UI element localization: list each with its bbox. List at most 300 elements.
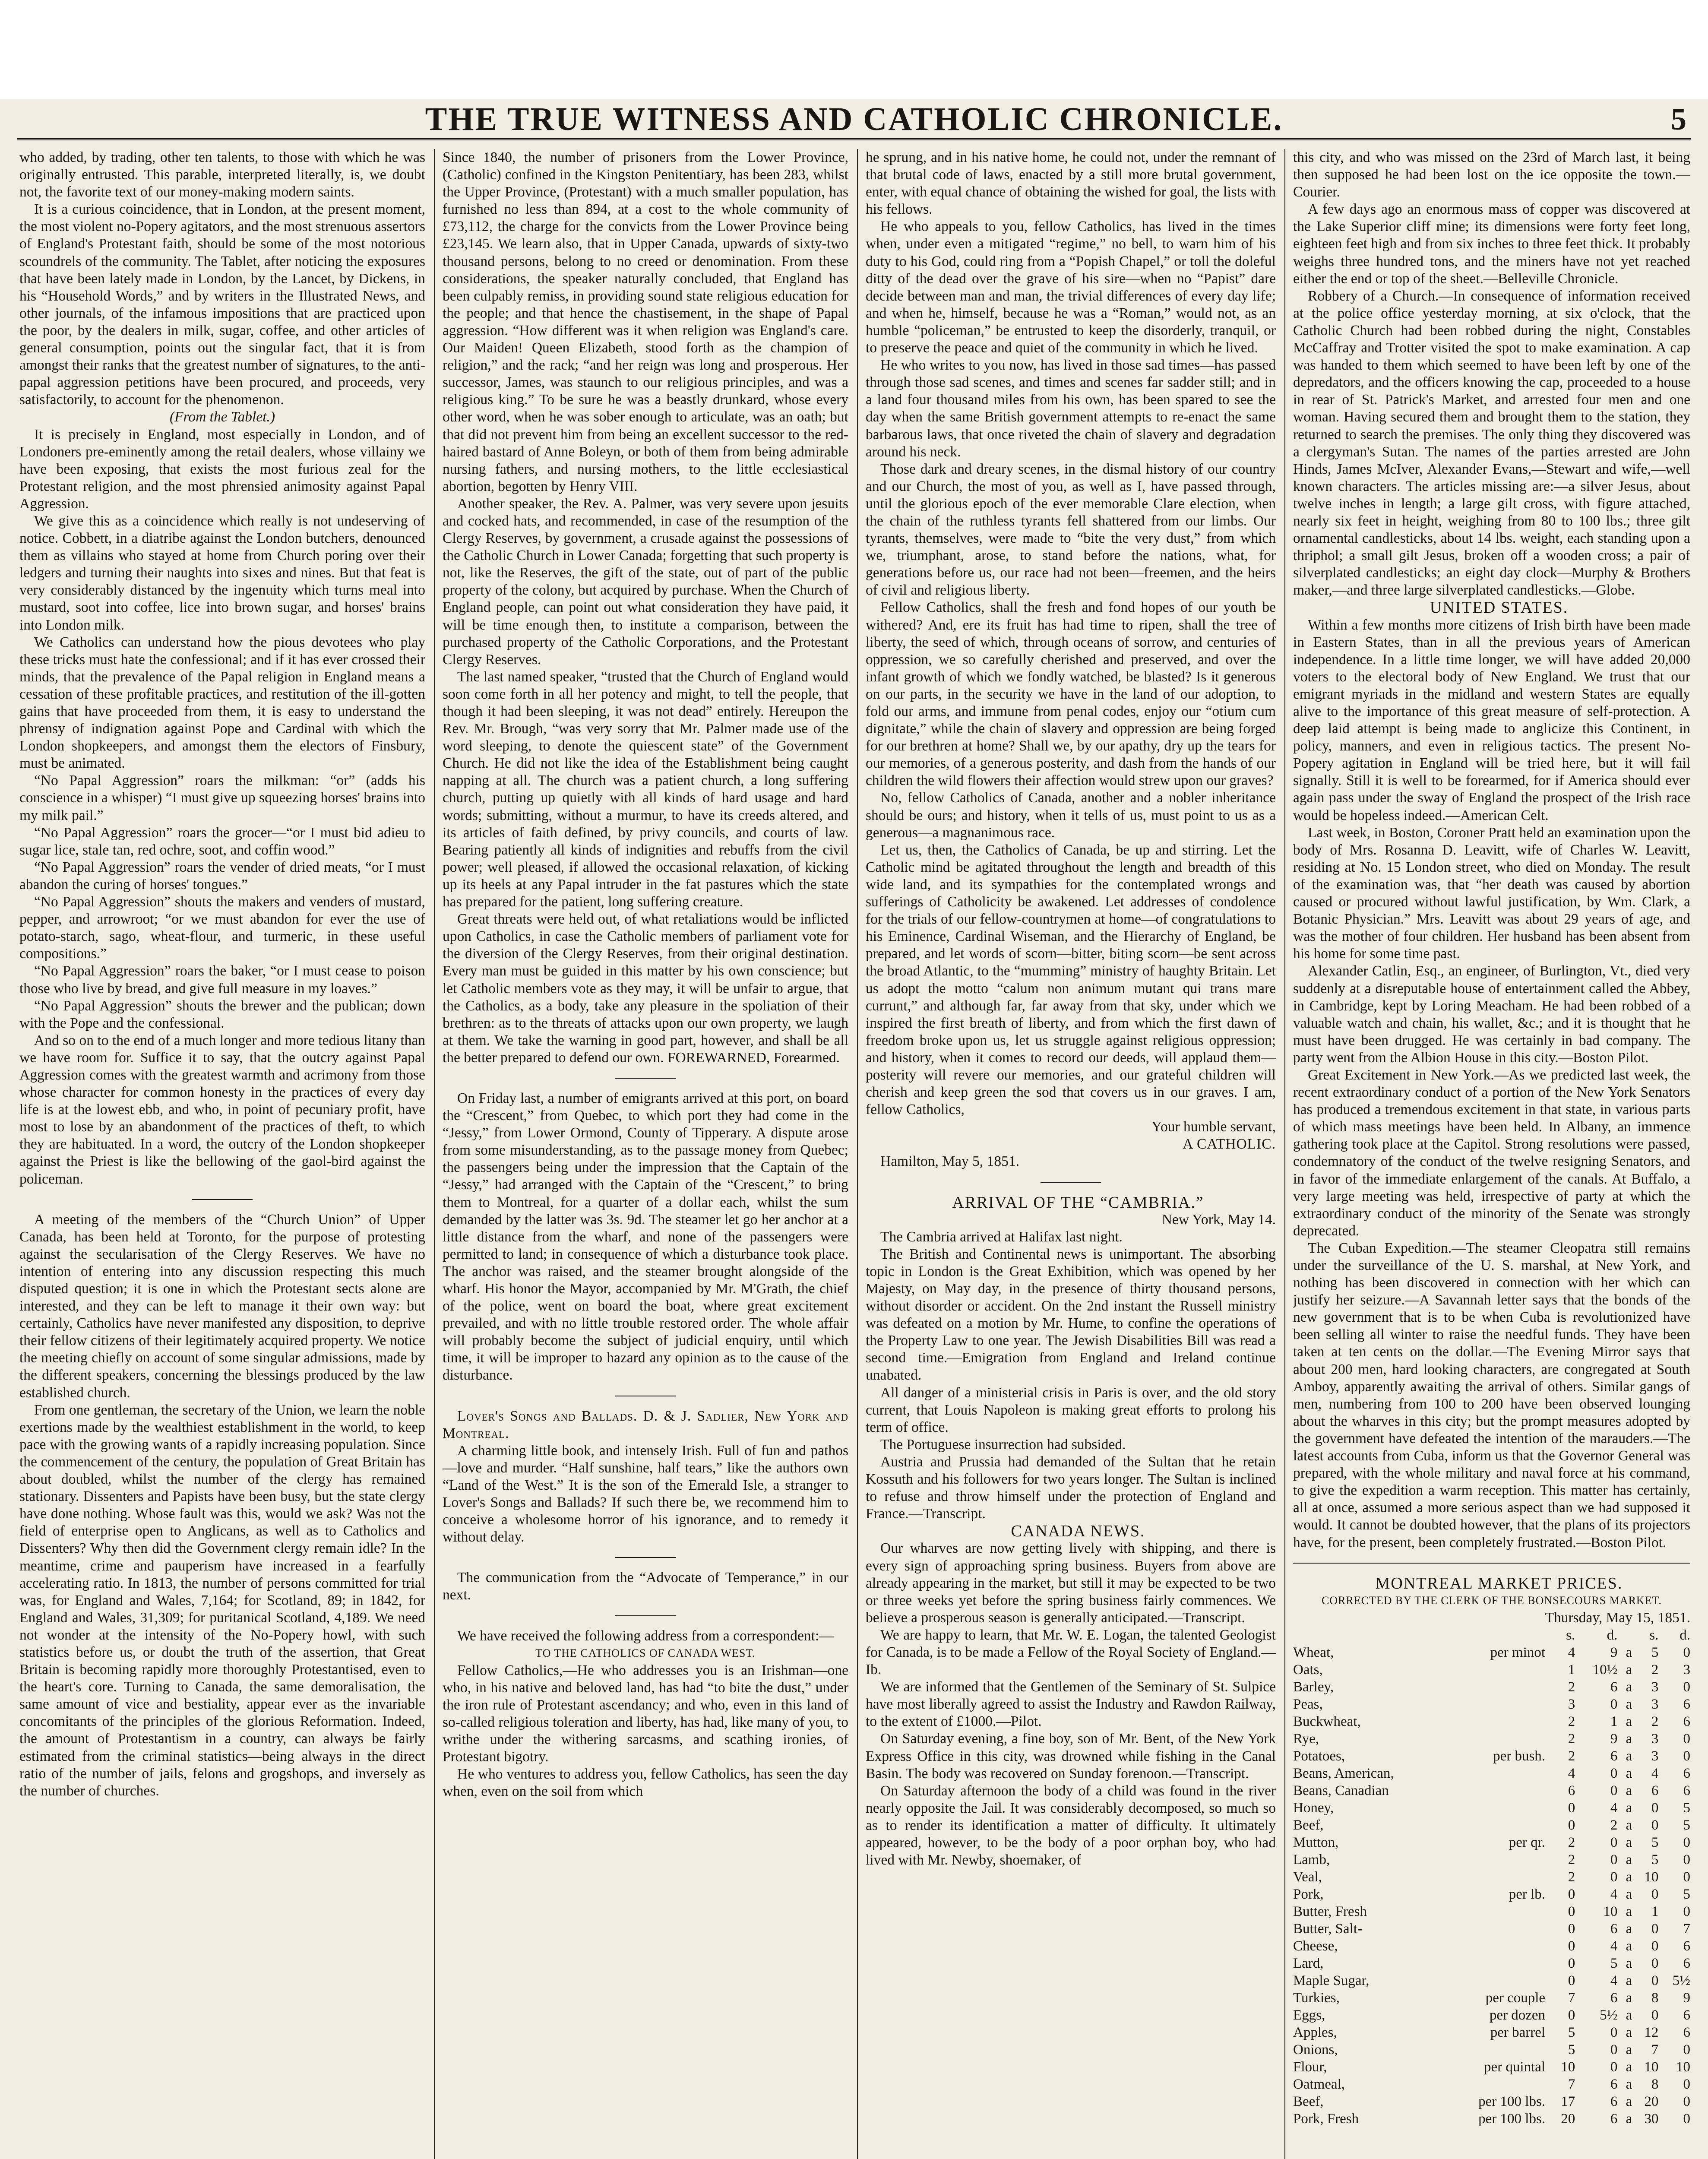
price-high-shillings: 0 — [1651, 1972, 1659, 1988]
price-high-pence: 6 — [1683, 2007, 1690, 2023]
item-cell: Turkies, — [1293, 1990, 1340, 2006]
article-paragraph: “No Papal Aggression” shouts the brewer and the publican; down with the Pope and the confessional. — [19, 997, 425, 1031]
price-high-shillings: 0 — [1651, 1955, 1659, 1971]
price-high-pence: 6 — [1683, 1782, 1690, 1798]
price-high-shillings: 6 — [1651, 1782, 1659, 1798]
price-low-shillings: 0 — [1568, 1800, 1575, 1816]
price-low-shillings: 2 — [1568, 1713, 1575, 1729]
table-row — [1293, 1937, 1690, 1955]
article-paragraph: A meeting of the members of the “Church Union” of Upper Canada, has been held at Toronto, for the purpose of protesting against the secularisation of the Clergy Reserves. We have no intention of entering into any discussion respecting this much disputed question; it is one in which the Protestant sects alone are interested, and they can be left to manage it their own way: but certainly, Catholics have never manifested any disposition, to deprive their fellow citizens of their legitimately acquired property. We notice the meeting chiefly on account of some singular admissions, made by the different speakers, concerning the blessings produced by the law established church. — [19, 1211, 425, 1401]
price-low-pence: 2 — [1610, 1817, 1618, 1833]
price-separator: a — [1626, 1869, 1632, 1885]
price-high-pence: 3 — [1683, 1662, 1690, 1678]
price-low-shillings: 0 — [1568, 1955, 1575, 1971]
item-cell: Oatmeal, — [1293, 2076, 1345, 2092]
price-low-pence: 0 — [1610, 1869, 1618, 1885]
item-cell: Veal, — [1293, 1869, 1322, 1885]
price-high-shillings: 3 — [1651, 1679, 1659, 1695]
price-low-pence: 0 — [1610, 1696, 1618, 1712]
table-row — [1293, 1661, 1690, 1678]
table-row — [1293, 2093, 1690, 2110]
unit-cell — [1444, 1955, 1549, 1972]
article-paragraph: On Saturday evening, a fine boy, son of Mr. Bent, of the New York Express Office in this city, was drowned while fishing in the Canal Basin. The body was recovered on Sunday forenoon.—Transcript. — [866, 1731, 1276, 1782]
unit-cell — [1444, 1817, 1549, 1834]
article-paragraph: Those dark and dreary scenes, in the dismal history of our country and our Church, the most of you, as well as I, have passed through, until the glorious epoch of the ever memorable Clare election, when the chain of the ruthless tyrants fell shattered from our limbs. Our tyrants, themselves, were made to “bite the very dust,” from which we, triumphant, arose, to stand before the nations, what, for generations before us, our race had not been—freemen, and the heirs of civil and religious liberty. — [866, 461, 1276, 598]
price-separator: a — [1626, 1972, 1632, 1988]
price-low-pence: 0 — [1610, 1782, 1618, 1798]
price-high-pence: 6 — [1683, 1696, 1690, 1712]
table-row — [1293, 1868, 1690, 1886]
unit-cell — [1444, 2041, 1549, 2058]
table-row — [1293, 1834, 1690, 1851]
column-rule — [434, 149, 435, 2159]
column-header: s. — [1649, 1627, 1659, 1643]
price-separator: a — [1626, 2007, 1632, 2023]
price-low-shillings: 20 — [1561, 2111, 1575, 2127]
article-paragraph: who added, by trading, other ten talents, to those with which he was originally entrusted. This parable, interpreted literally, is, we doubt not, the favorite text of our money-making modern saints. — [19, 149, 425, 200]
price-low-shillings: 2 — [1568, 1731, 1575, 1747]
item-cell: Maple Sugar, — [1293, 1972, 1370, 1988]
unit-cell: per dozen — [1489, 2007, 1546, 2023]
price-high-shillings: 1 — [1651, 1903, 1659, 1919]
article-paragraph: It is precisely in England, most especially in London, and of Londoners pre-eminently among the retail dealers, whose villainy we have been exposing, that exists the most furious zeal for the Protestant religion, and the most phrensied animosity against Papal Aggression. — [19, 426, 425, 512]
unit-cell — [1444, 1696, 1549, 1713]
item-cell: Cheese, — [1293, 1938, 1338, 1954]
market-date: Thursday, May 15, 1851. — [1545, 1609, 1690, 1626]
price-low-shillings: 6 — [1568, 1782, 1575, 1798]
price-separator: a — [1626, 1679, 1632, 1695]
table-row — [1293, 1799, 1690, 1817]
price-high-pence: 6 — [1683, 2024, 1690, 2040]
article-paragraph: Let us, then, the Catholics of Canada, be up and stirring. Let the Catholic mind be agitated throughout the length and breadth of this wide land, and its sympathies for the contemplated wrongs and sufferings of Catholicity be awakened. Let addresses of condolence for the trials of our fellow-countrymen at home—of congratulations to his Eminence, Cardinal Wiseman, and the Hierarchy of England, be prepared, and let words of scorn—bitter, biting scorn—be sent across the broad Atlantic, to the “mumming” ministry of haughty Britain. Let us adopt the motto “calum non animum mutant qui trans mare currunt,” and although far, far away from that sky, under which we inspired the first breath of liberty, and from which the first dawn of freedom broke upon us, let us struggle against religious oppression; and history, when it comes to record our deeds, will applaud them—posterity will revere our memories, and our grateful children will cherish and keep green the sod that covers us in our graves. I am, fellow Catholics, — [866, 842, 1276, 1118]
price-low-pence: 10 — [1603, 1903, 1618, 1919]
article-paragraph: “No Papal Aggression” roars the baker, “or I must cease to poison those who live by bread, and give full measure in my loaves.” — [19, 963, 425, 997]
article-paragraph: “No Papal Aggression” roars the grocer—“or I must bid adieu to sugar lice, stale tan, red ochre, soot, and coffin wood.” — [19, 824, 425, 858]
table-row — [1293, 1851, 1690, 1868]
price-separator: a — [1626, 1990, 1632, 2006]
news-dateline: New York, May 14. — [1161, 1211, 1276, 1228]
price-low-shillings: 0 — [1568, 1886, 1575, 1902]
price-high-pence: 0 — [1683, 1834, 1690, 1850]
price-high-pence: 6 — [1683, 1765, 1690, 1781]
unit-cell — [1444, 1765, 1549, 1782]
masthead — [17, 102, 1691, 140]
item-cell: Apples, — [1293, 2024, 1337, 2040]
price-high-pence: 0 — [1683, 2111, 1690, 2127]
table-row — [1293, 1817, 1690, 1834]
price-low-shillings: 2 — [1568, 1748, 1575, 1764]
item-cell: Beans, Canadian — [1293, 1782, 1389, 1798]
price-low-shillings: 0 — [1568, 1972, 1575, 1988]
article-paragraph: Robbery of a Church.—In consequence of information received at the police office yesterday morning, at six o'clock, that the Catholic Church had been robbed during the night, Constables McCaffray and Trotter visited the spot to make examination. A cap was handed to them which seemed to have been left by one of the depredators, and the officers knowing the cap, proceeded to a house in rear of St. Patrick's Market, and arrested four men and one woman. Having secured them and brought them to the station, they returned to search the premises. The only thing they discovered was a clergyman's Sutan. The names of the parties arrested are John Hinds, James McIver, Alexander Evans,—Stewart and wife,—well known characters. The articles missing are:—a silver Jesus, about twelve inches in length; a large gilt cross, with figure attached, nearly six feet in height, weighing from 80 to 100 lbs.; three gilt ornamental candlesticks, about 14 lbs. weight, each standing upon a thriphol; a small gilt Jesus, broken off a wooden cross; a pair of silverplated candlesticks; an eight day clock—Murphy & Brothers maker,—and three large silverplated candlesticks.—Globe. — [1293, 288, 1690, 598]
unit-cell — [1444, 2076, 1549, 2093]
price-high-pence: 0 — [1683, 1748, 1690, 1764]
letter-signature: A CATHOLIC. — [1183, 1136, 1276, 1152]
article-paragraph: Alexander Catlin, Esq., an engineer, of Burlington, Vt., died very suddenly at a disreputable house of entertainment called the Abbey, in Cambridge, kept by Loring Meacham. He had been robbed of a valuable watch and chain, his wallet, &c.; and it is thought that he must have been drugged. He was certainly in bad company. The party went from the Albion House in this city.—Boston Pilot. — [1293, 963, 1690, 1066]
price-separator: a — [1626, 1955, 1632, 1971]
price-high-shillings: 0 — [1651, 1921, 1659, 1937]
article-paragraph: We have received the following address from a correspondent:— — [457, 1627, 834, 1644]
price-separator: a — [1626, 1782, 1632, 1798]
article-paragraph: “No Papal Aggression” roars the vender of dried meats, “or I must abandon the curing of horses' tongues.” — [19, 859, 425, 893]
item-cell: Flour, — [1293, 2059, 1327, 2075]
article-paragraph: A charming little book, and intensely Irish. Full of fun and pathos—love and murder. “Half sunshine, half tears,” like the authors own “Land of the West.” It is the son of the Emerald Isle, a stranger to Lover's Songs and Ballads? If such there be, we recommend him to conceive a wholesome horror of his ignorance, and to remedy it without delay. — [443, 1442, 848, 1545]
price-high-shillings: 10 — [1644, 2059, 1659, 2075]
item-cell: Mutton, — [1293, 1834, 1339, 1850]
book-notice-heading: Lover's Songs and Ballads. D. & J. Sadlier, New York and Montreal. — [443, 1408, 848, 1441]
article-paragraph: From one gentleman, the secretary of the Union, we learn the noble exertions made by the wealthiest establishment in the world, to keep pace with the growing wants of a rapidly increasing population. Since the commencement of the century, the population of Great Britain has about doubled, whilst the number of the clergy has remained stationary. Dissenters and Papists have been busy, but the state clergy have done nothing. Whose fault was this, would we ask? Was not the field of enterprise open to Anglicans, as well as to Catholics and Dissenters? Why then did the Government clergy remain idle? In the meantime, crime and pauperism have increased in a fearfully accelerating ratio. In 1813, the number of persons committed for trial was, for England and Wales, 7,164; for Scotland, 89; in 1842, for England and Wales, 31,309; for puritanical Scotland, 4,189. We need not wonder at the intensity of the No-Popery howl, with such statistics before us, or doubt the truth of the assertion, that Great Britain is becoming rapidly more thoroughly Protestantised, even to the heart's core. Turning to Canada, the same demoralisation, the same amount of vice and bestiality, appear ever as the invariable concomitants of the principles of the glorious Reformation. Indeed, the amount of Protestantism in a country, can always be fairly estimated from the criminal statistics—being always in the direct ratio of the number of jails, felons and grogshops, and inversely as the number of churches. — [19, 1402, 425, 1799]
price-high-pence: 0 — [1683, 2093, 1690, 2109]
price-low-shillings: 10 — [1561, 2059, 1575, 2075]
price-low-shillings: 2 — [1568, 1852, 1575, 1868]
item-cell: Eggs, — [1293, 2007, 1325, 2023]
price-low-pence: 6 — [1610, 2111, 1618, 2127]
article-paragraph: The Cambria arrived at Halifax last night. — [880, 1228, 1123, 1245]
unit-cell: per barrel — [1490, 2024, 1546, 2040]
price-separator: a — [1626, 1644, 1632, 1660]
price-high-pence: 0 — [1683, 1869, 1690, 1885]
table-row — [1293, 1903, 1690, 1920]
price-separator: a — [1626, 2111, 1632, 2127]
price-high-shillings: 30 — [1644, 2111, 1659, 2127]
price-separator: a — [1626, 1731, 1632, 1747]
item-cell: Rye, — [1293, 1731, 1319, 1747]
section-divider — [1293, 1563, 1690, 1564]
price-high-shillings: 2 — [1651, 1713, 1659, 1729]
column-rule — [857, 149, 858, 2159]
article-paragraph: “No Papal Aggression” roars the milkman: “or” (adds his conscience in a whisper) “I must give up squeezing horses' brains into my milk pail.” — [19, 772, 425, 823]
item-cell: Beans, American, — [1293, 1765, 1394, 1781]
table-row — [1293, 2007, 1690, 2024]
price-high-pence: 0 — [1683, 1679, 1690, 1695]
price-low-shillings: 0 — [1568, 1817, 1575, 1833]
price-separator: a — [1626, 1765, 1632, 1781]
price-low-shillings: 0 — [1568, 2007, 1575, 2023]
column-2 — [443, 149, 848, 2159]
letter-closing: Your humble servant, — [1151, 1119, 1276, 1135]
table-row — [1293, 1989, 1690, 2007]
price-low-pence: 1 — [1610, 1713, 1618, 1729]
source-credit: (From the Tablet.) — [169, 409, 275, 425]
item-cell: Potatoes, — [1293, 1748, 1345, 1764]
section-divider — [615, 1078, 676, 1079]
price-high-pence: 5 — [1683, 1800, 1690, 1816]
price-low-shillings: 5 — [1568, 2024, 1575, 2040]
price-separator: a — [1626, 1938, 1632, 1954]
price-high-shillings: 20 — [1644, 2093, 1659, 2109]
unit-cell — [1444, 1730, 1549, 1747]
letter-heading: TO THE CATHOLICS OF CANADA WEST. — [535, 1646, 756, 1659]
article-paragraph: Last week, in Boston, Coroner Pratt held an examination upon the body of Mrs. Rosanna D. Leavitt, wife of Charles W. Leavitt, residing at No. 15 London street, who died on Monday. The result of the examination was, that “her death was caused by abortion caused or procured without lawful justification, by Wm. Clark, a Botanic Physician.” Mrs. Leavitt was about 29 years of age, and was the mother of four children. Her husband has been absent from his home for some time past. — [1293, 824, 1690, 962]
price-separator: a — [1626, 2076, 1632, 2092]
price-high-pence: 0 — [1683, 1731, 1690, 1747]
article-paragraph: Great Excitement in New York.—As we predicted last week, the recent extraordinary conduct of a portion of the New York Senators has produced a tremendous excitement in that state, in various parts of which mass meetings have been held. In Albany, an immence gathering took place at the Capitol. Strong resolutions were passed, condemnatory of the conduct of the twelve resigning Senators, and in favor of the immediate enlargement of the canals. At Buffalo, a very large meeting was held, irrespective of party at which the extraordinary conduct of the minority of the Senate was strongly deprecated. — [1293, 1067, 1690, 1239]
letter-dateline: Hamilton, May 5, 1851. — [880, 1153, 1019, 1170]
market-subtitle: CORRECTED BY THE CLERK OF THE BONSECOURS MARKET. — [1321, 1594, 1662, 1607]
article-paragraph: It is a curious coincidence, that in London, at the present moment, the most violent no-Popery agitators, and the most strenuous assertors of England's Protestant faith, should be some of the most notorious scoundrels of the community. The Tablet, after noticing the exposures that have been lately made in London, by the Lancet, by Dickens, in his “Household Words,” and by writers in the Illustrated News, and other journals, of the infamous impositions that are practiced upon the poor, by the dealers in milk, sugar, coffee, and other articles of general consumption, points out the singular fact, that it is from amongst their ranks that the greatest number of signatures, to the anti-papal aggression petitions have been procured, and proceeds, very satisfactorily, to account for the phenomenon. — [19, 201, 425, 408]
item-cell: Lard, — [1293, 1955, 1324, 1971]
unit-cell — [1444, 1868, 1549, 1886]
article-paragraph: All danger of a ministerial crisis in Paris is over, and the old story current, that Louis Napoleon is making great efforts to prolong his term of office. — [866, 1384, 1276, 1435]
article-paragraph: The Portuguese insurrection had subsided. — [880, 1436, 1126, 1453]
price-high-pence: 0 — [1683, 1644, 1690, 1660]
price-low-shillings: 5 — [1568, 2042, 1575, 2058]
article-paragraph: Great threats were held out, of what retaliations would be inflicted upon Catholics, in case the Catholic members of parliament vote for the diversion of the Clergy Reserves, from their original destination. Every man must be guided in this matter by his own conscience; but let Catholic members vote as they may, it will be unfair to argue, that the Catholics, as a body, take any pleasure in the spoliation of their brethren: as to the threats of attacks upon our own property, we laugh at them. We take the warning in good part, however, and shall be all the better prepared to defend our own. FOREWARNED, Forearmed. — [443, 911, 848, 1066]
column-4 — [1293, 149, 1690, 2159]
article-paragraph: The Cuban Expedition.—The steamer Cleopatra still remains under the surveillance of the U. S. marshal, at New York, and nothing has been discovered in connection with her which can justify her seizure.—A Savannah letter says that the bonds of the new government that is to be when Cuba is revolutionized have been selling all winter to raise the needful funds. They have been taken at ten cents on the dollar.—The Evening Mirror says that about 200 men, hard looking characters, are congregated at South Amboy, apparently awaiting the arrival of others. Similar gangs of men, numbering from 100 to 200 have been observed lounging about the wharves in this city; but the prompt measures adopted by the government have defeated the intention of the marauders.—The latest accounts from Cuba, inform us that the Governor General was prepared, with the whole military and naval force at his command, to give the expedition a warm reception. This matter has certainly, all at once, assumed a more serious aspect than we had supposed it would. It cannot be doubted however, that the plans of its projectors have, for the present, been completely frustrated.—Boston Pilot. — [1293, 1240, 1690, 1551]
price-low-shillings: 1 — [1568, 1662, 1575, 1678]
item-cell: Pork, — [1293, 1886, 1324, 1902]
price-separator: a — [1626, 1921, 1632, 1937]
price-high-pence: 5 — [1683, 1886, 1690, 1902]
table-header-row — [1293, 1627, 1690, 1644]
price-separator: a — [1626, 1886, 1632, 1902]
price-low-shillings: 2 — [1568, 1869, 1575, 1885]
table-row — [1293, 1696, 1690, 1713]
price-high-shillings: 10 — [1644, 1869, 1659, 1885]
price-low-shillings: 2 — [1568, 1834, 1575, 1850]
unit-cell: per lb. — [1509, 1886, 1546, 1902]
section-heading: CANADA NEWS. — [1011, 1522, 1145, 1541]
unit-cell: per qr. — [1509, 1834, 1546, 1850]
market-price-table — [1293, 1627, 1690, 2127]
price-high-pence: 5 — [1683, 1817, 1690, 1833]
table-row — [1293, 1713, 1690, 1730]
article-paragraph: “No Papal Aggression” shouts the makers and venders of mustard, pepper, and arrowroot; “or we must abandon for ever the use of potato-starch, sago, wheat-flour, and turmeric, in these useful compositions.” — [19, 894, 425, 962]
article-paragraph: Another speaker, the Rev. A. Palmer, was very severe upon jesuits and cocked hats, and recommended, in case of the resumption of the Clergy Reserves, by government, a crusade against the possessions of the Catholic Church in Lower Canada; forgetting that such property is not, like the Reserves, the gift of the state, out of part of the public property of the colony, but acquired by purchase. When the Church of England people, can point out what consideration they have paid, it will be time enough then, to institute a comparison, between the purchased property of the Catholic Corporations, and the Protestant Clergy Reserves. — [443, 495, 848, 668]
article-paragraph: Fellow Catholics,—He who addresses you is an Irishman—one who, in his native and beloved land, has had “to bite the dust,” under the iron rule of Protestant ascendancy; and who, even in this land of so-called religious toleration and liberty, has had, like many of you, to writhe under the withering sarcasms, and scathing ironies, of Protestant bigotry. — [443, 1662, 848, 1765]
article-paragraph: Fellow Catholics, shall the fresh and fond hopes of our youth be withered? And, ere its fruit has had time to ripen, shall the tree of liberty, the seed of which, through oceans of sorrow, and centuries of oppression, we so carefully cherished and preserved, and over the infant growth of which we fondly watched, be blasted? Is it generous on our parts, in the security we have in the land of our adoption, to fold our arms, and immune from penal codes, enjoy our “otium cum dignitate,” while the chain of slavery and oppression are being forged for our brethren at home? Shall we, by our apathy, dry up the tears for our memories, of a generous posterity, and dash from the hands of our children the wild flowers their affection would strew upon our graves? — [866, 599, 1276, 789]
section-divider — [1041, 1182, 1101, 1183]
unit-cell: per quintal — [1484, 2059, 1546, 2075]
item-cell: Butter, Fresh — [1293, 1903, 1367, 1919]
price-low-pence: 6 — [1610, 1921, 1618, 1937]
price-low-pence: 6 — [1610, 1679, 1618, 1695]
article-paragraph: On Saturday afternoon the body of a child was found in the river nearly opposite the Jail. It was considerably decomposed, so much so as to render its identification a matter of difficulty. It ultimately appeared, however, to be the body of a poor orphan boy, who had lived with Mr. Newby, shoemaker, of — [866, 1782, 1276, 1868]
article-paragraph: On Friday last, a number of emigrants arrived at this port, on board the “Crescent,” from Quebec, to which port they had come in the “Jessy,” from Lower Ormond, County of Tipperary. A dispute arose from some misunderstanding, as to the passage money from Quebec; the passengers being under the impression that the Captain of the “Jessy,” had arranged with the Captain of the “Crescent,” to bring them to Montreal, for a quarter of a dollar each, whilst the sum demanded by the latter was 3s. 9d. The steamer let go her anchor at a little distance from the wharf, and none of the passengers were permitted to land; in consequence of which a disturbance took place. The anchor was raised, and the steamer brought alongside of the wharf. His honor the Mayor, accompanied by Mr. M'Grath, the chief of the police, went on board the boat, where great excitement prevailed, and with no little trouble restored order. The whole affair will probably become the subject of judicial enquiry, until which time, it will be improper to hazard any opinion as to the cause of the disturbance. — [443, 1090, 848, 1383]
price-high-shillings: 4 — [1651, 1765, 1659, 1781]
unit-cell — [1444, 1713, 1549, 1730]
column-rule — [1284, 149, 1285, 2159]
price-high-shillings: 0 — [1651, 1800, 1659, 1816]
price-low-shillings: 4 — [1568, 1765, 1575, 1781]
item-cell: Beef, — [1293, 2093, 1324, 2109]
article-paragraph: We are happy to learn, that Mr. W. E. Logan, the talented Geologist for Canada, is to be made a Fellow of the Royal Society of England.—Ib. — [866, 1627, 1276, 1678]
price-separator: a — [1626, 1713, 1632, 1729]
price-high-shillings: 0 — [1651, 1938, 1659, 1954]
article-paragraph: The communication from the “Advocate of Temperance,” in our next. — [443, 1570, 848, 1603]
newspaper-title: THE TRUE WITNESS AND CATHOLIC CHRONICLE. — [425, 101, 1283, 137]
item-cell: Peas, — [1293, 1696, 1323, 1712]
article-paragraph: He who appeals to you, fellow Catholics, has lived in the times when, under even a mitigated “regime,” no bell, to warn him of his duty to his God, could ring from a “Popish Chapel,” or toll the doleful ditty of the dead over the grave of his sire—when no “Papist” dare decide between man and man, the trivial differences of every day life; and when he, himself, because he was a “Roman,” would not, as an humble “policeman,” be entrusted to keep the disorderly, tranquil, or to preserve the peace and quiet of the community in which he lived. — [866, 218, 1276, 356]
article-paragraph: He who ventures to address you, fellow Catholics, has seen the day when, even on the soil from which — [443, 1766, 848, 1800]
price-high-pence: 0 — [1683, 2042, 1690, 2058]
article-paragraph: No, fellow Catholics of Canada, another and a nobler inheritance should be ours; and history, when it tells of us, must point to us as a generous—a magnanimous race. — [866, 790, 1276, 841]
table-row — [1293, 1644, 1690, 1661]
table-row — [1293, 1747, 1690, 1765]
price-separator: a — [1626, 1834, 1632, 1850]
table-row — [1293, 2041, 1690, 2058]
price-low-shillings: 7 — [1568, 1990, 1575, 2006]
article-paragraph: he sprung, and in his native home, he could not, under the remnant of that brutal code of laws, enacted by a still more brutal government, enter, with equal chance of obtaining the wished for goal, the lists with his fellows. — [866, 149, 1276, 218]
table-row — [1293, 1765, 1690, 1782]
unit-cell — [1444, 1903, 1549, 1920]
price-separator: a — [1626, 2093, 1632, 2109]
price-low-shillings: 0 — [1568, 1938, 1575, 1954]
price-low-pence: 6 — [1610, 1748, 1618, 1764]
price-high-shillings: 3 — [1651, 1731, 1659, 1747]
article-paragraph: And so on to the end of a much longer and more tedious litany than we have room for. Suffice it to say, that the outcry against Papal Aggression comes with the greatest warmth and acrimony from those whose character for common honesty in the practices of every day life is at the lowest ebb, and who, in point of pecuniary profit, have most to lose by an abandonment of the practices of theft, to which they are habituated. In a word, the outcry of the London shopkeeper against the Priest is like the bellowing of the gaol-bird against the policeman. — [19, 1032, 425, 1187]
unit-cell: per couple — [1485, 1990, 1546, 2006]
price-high-pence: 0 — [1683, 1852, 1690, 1868]
price-high-shillings: 0 — [1651, 2007, 1659, 2023]
unit-cell — [1444, 1851, 1549, 1868]
page-number: 5 — [1671, 102, 1686, 136]
column-1 — [19, 149, 425, 2159]
price-low-pence: 6 — [1610, 2093, 1618, 2109]
unit-cell — [1444, 1920, 1549, 1937]
item-cell: Onions, — [1293, 2042, 1338, 2058]
price-high-shillings: 0 — [1651, 1886, 1659, 1902]
item-cell: Wheat, — [1293, 1644, 1334, 1660]
price-high-shillings: 5 — [1651, 1852, 1659, 1868]
item-cell: Honey, — [1293, 1800, 1334, 1816]
article-paragraph: The last named speaker, “trusted that the Church of England would soon come forth in all her potency and might, to tell the people, that though it had been sleeping, it was not dead” entirely. Hereupon the Rev. Mr. Brough, “was very sorry that Mr. Palmer made use of the word sleeping, to denote the quiescent state” of the Government Church. He did not like the idea of the Establishment being caught napping at all. The church was a patient church, a long suffering church, putting up quietly with all kinds of hard usage and hard words; submitting, without a murmur, to have its creeds altered, and its articles of faith defined, by privy councils, and courts of law. Bearing patiently all kinds of indignities and rebuffs from the civil power; well pleased, if allowed the occasional relaxation, of kicking up its heels at any Papal intruder in the fat pastures which the state has prepared for the patient, long suffering creature. — [443, 668, 848, 910]
article-paragraph: The British and Continental news is unimportant. The absorbing topic in London is the Great Exhibition, which was opened by her Majesty, on May day, in the presence of thirty thousand persons, without disorder or accident. On the 2nd instant the Russell ministry was defeated on a motion by Mr. Hume, to confine the operations of the Property Law to one year. The Jewish Disabilities Bill was read a second time.—Emigration from England and Ireland continue unabated. — [866, 1246, 1276, 1383]
price-separator: a — [1626, 1800, 1632, 1816]
column-3 — [866, 149, 1276, 2159]
column-header: s. — [1566, 1627, 1575, 1643]
price-low-pence: 4 — [1610, 1800, 1618, 1816]
unit-cell — [1444, 1937, 1549, 1955]
price-high-pence: 7 — [1683, 1921, 1690, 1937]
article-paragraph: Within a few months more citizens of Irish birth have been made in Eastern States, than in all the previous years of American independence. In a little time longer, we will have added 20,000 voters to the electoral body of New England. We trust that our emigrant myriads in the midland and western States are equally alive to the importance of this great measure of self-protection. A deep laid attempt is being made to anglicize this Continent, in policy, manners, and even in religious tactics. The present No-Popery agitation in England will be tried here, but it will fail signally. Still it is well to be forearmed, for if America should ever again pass under the sway of England the prospect of the Irish race would be hopeless indeed.—American Celt. — [1293, 617, 1690, 823]
price-low-pence: 0 — [1610, 2059, 1618, 2075]
price-low-shillings: 7 — [1568, 2076, 1575, 2092]
price-low-pence: 4 — [1610, 1938, 1618, 1954]
page-top-margin — [0, 0, 1708, 99]
article-paragraph: this city, and who was missed on the 23rd of March last, it being then supposed he had been lost on the ice opposite the town.—Courier. — [1293, 149, 1690, 200]
item-cell: Buckwheat, — [1293, 1713, 1361, 1729]
price-low-pence: 4 — [1610, 1886, 1618, 1902]
price-high-shillings: 12 — [1644, 2024, 1659, 2040]
price-high-pence: 6 — [1683, 1713, 1690, 1729]
price-low-pence: 5 — [1610, 1955, 1618, 1971]
price-low-pence: 0 — [1610, 2024, 1618, 2040]
unit-cell — [1444, 1678, 1549, 1696]
price-high-pence: 6 — [1683, 1938, 1690, 1954]
table-row — [1293, 1955, 1690, 1972]
price-separator: a — [1626, 1696, 1632, 1712]
section-divider — [615, 1615, 676, 1616]
table-row — [1293, 2110, 1690, 2127]
table-row — [1293, 2058, 1690, 2076]
price-high-shillings: 8 — [1651, 2076, 1659, 2092]
table-row — [1293, 1730, 1690, 1747]
price-separator: a — [1626, 1662, 1632, 1678]
price-high-shillings: 7 — [1651, 2042, 1659, 2058]
price-high-pence: 9 — [1683, 1990, 1690, 2006]
price-high-shillings: 2 — [1651, 1662, 1659, 1678]
article-paragraph: A few days ago an enormous mass of copper was discovered at the Lake Superior cliff mine; its dimensions were forty feet long, eighteen feet high and from six inches to three feet thick. It probably weighs three hundred tons, and the miners have not yet reached either the end or top of the sheet.—Belleville Chronicle. — [1293, 201, 1690, 287]
unit-cell: per bush. — [1493, 1748, 1546, 1764]
market-title: MONTREAL MARKET PRICES. — [1375, 1574, 1623, 1592]
price-separator: a — [1626, 1852, 1632, 1868]
price-low-pence: 9 — [1610, 1644, 1618, 1660]
market-table-body — [1293, 1644, 1690, 2127]
unit-cell — [1444, 1972, 1549, 1989]
item-cell: Barley, — [1293, 1679, 1334, 1695]
price-separator: a — [1626, 1817, 1632, 1833]
price-high-shillings: 3 — [1651, 1696, 1659, 1712]
article-paragraph: He who writes to you now, has lived in those sad times—has passed through those sad scenes, and times and scenes far sadder still; and in a land four thousand miles from his own, has been spared to see the day when the same British government attempts to re-enact the same barbarous laws, that once riveted the chain of slavery and degradation around his neck. — [866, 357, 1276, 460]
section-divider — [192, 1199, 253, 1200]
table-row — [1293, 2076, 1690, 2093]
price-low-pence: 0 — [1610, 2042, 1618, 2058]
price-high-shillings: 3 — [1651, 1748, 1659, 1764]
price-high-pence: 10 — [1676, 2059, 1690, 2075]
article-paragraph: We are informed that the Gentlemen of the Seminary of St. Sulpice have most liberally agreed to assist the Industry and Rawdon Railway, to the extent of £1000.—Pilot. — [866, 1679, 1276, 1730]
price-low-shillings: 0 — [1568, 1921, 1575, 1937]
price-low-shillings: 17 — [1561, 2093, 1575, 2109]
unit-cell — [1444, 1782, 1549, 1799]
article-paragraph: Our wharves are now getting lively with shipping, and there is every sign of approaching spring business. Buyers from above are already appearing in the market, but still it may be expected to be two or three weeks yet before the spring business fairly commences. We believe a prosperous season is generally anticipated.—Transcript. — [866, 1540, 1276, 1626]
price-separator: a — [1626, 2024, 1632, 2040]
item-cell: Butter, Salt- — [1293, 1921, 1362, 1937]
unit-cell — [1444, 1799, 1549, 1817]
price-low-shillings: 4 — [1568, 1644, 1575, 1660]
column-header: d. — [1607, 1627, 1618, 1643]
price-low-pence: 0 — [1610, 1834, 1618, 1850]
price-low-pence: 9 — [1610, 1731, 1618, 1747]
price-separator: a — [1626, 2059, 1632, 2075]
price-low-pence: 6 — [1610, 2076, 1618, 2092]
item-cell: Pork, Fresh — [1293, 2111, 1359, 2127]
price-low-pence: 0 — [1610, 1765, 1618, 1781]
price-low-pence: 5½ — [1600, 2007, 1618, 2023]
price-high-shillings: 0 — [1651, 1817, 1659, 1833]
table-row — [1293, 1886, 1690, 1903]
price-high-pence: 6 — [1683, 1955, 1690, 1971]
article-paragraph: We give this as a coincidence which really is not undeserving of notice. Cobbett, in a diatribe against the London butchers, denounced them as villains who stayed at home from Church poring over their ledgers and turning their naughts into sixes and nines. But that feat is very considerably distanced by the ingenuity which turns meal into mustard, soot into coffee, lice into brown sugar, and horses' brains into London milk. — [19, 513, 425, 633]
price-low-pence: 4 — [1610, 1972, 1618, 1988]
price-low-shillings: 3 — [1568, 1696, 1575, 1712]
price-low-pence: 0 — [1610, 1852, 1618, 1868]
table-row — [1293, 1782, 1690, 1799]
price-low-shillings: 2 — [1568, 1679, 1575, 1695]
price-high-pence: 5½ — [1672, 1972, 1690, 1988]
price-high-shillings: 5 — [1651, 1644, 1659, 1660]
section-heading: ARRIVAL OF THE “CAMBRIA.” — [952, 1193, 1204, 1212]
price-high-pence: 0 — [1683, 1903, 1690, 1919]
price-low-pence: 6 — [1610, 1990, 1618, 2006]
unit-cell — [1444, 1661, 1549, 1678]
item-cell: Oats, — [1293, 1662, 1323, 1678]
price-high-shillings: 5 — [1651, 1834, 1659, 1850]
column-header — [1617, 1627, 1632, 1644]
article-paragraph: Austria and Prussia had demanded of the Sultan that he retain Kossuth and his followers for two years longer. The Sultan is inclined to refuse and throw himself under the protection of England and France.—Transcript. — [866, 1453, 1276, 1522]
section-heading: UNITED STATES. — [1430, 598, 1569, 617]
section-divider — [615, 1557, 676, 1558]
price-low-pence: 10½ — [1592, 1662, 1618, 1678]
price-low-shillings: 0 — [1568, 1903, 1575, 1919]
unit-cell: per minot — [1490, 1644, 1546, 1660]
table-row — [1293, 2024, 1690, 2041]
price-separator: a — [1626, 2042, 1632, 2058]
table-row — [1293, 1920, 1690, 1937]
price-separator: a — [1626, 1748, 1632, 1764]
unit-cell: per 100 lbs. — [1478, 2093, 1546, 2109]
